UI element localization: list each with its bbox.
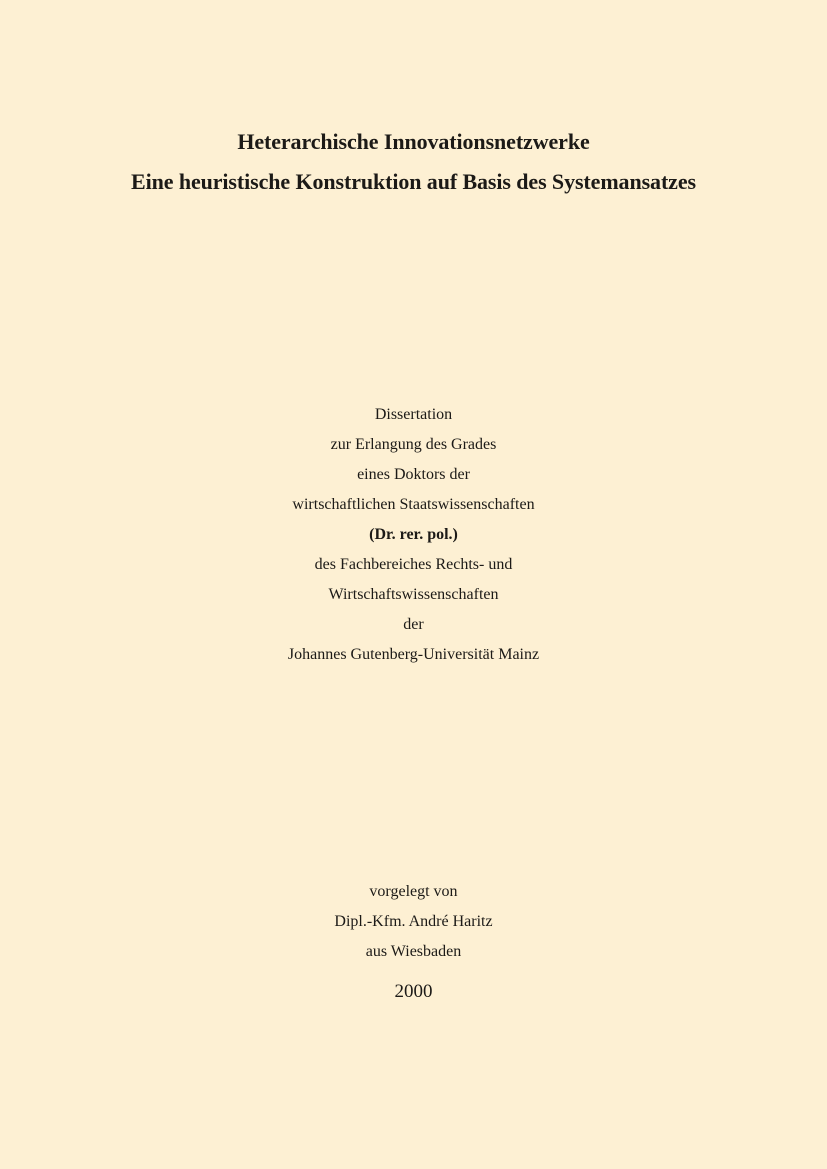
dissertation-line: Wirtschaftswissenschaften bbox=[328, 586, 499, 603]
author-name: Dipl.-Kfm. André Haritz bbox=[334, 913, 493, 930]
dissertation-statement bbox=[0, 400, 827, 670]
dissertation-line: eines Doktors der bbox=[357, 466, 470, 483]
university-name: Johannes Gutenberg-Universität Mainz bbox=[287, 646, 540, 663]
dissertation-line: wirtschaftlichen Staatswissenschaften bbox=[292, 496, 535, 513]
degree-abbreviation: (Dr. rer. pol.) bbox=[369, 526, 458, 543]
dissertation-label: Dissertation bbox=[374, 406, 453, 423]
title-block bbox=[0, 122, 827, 202]
main-title: Heterarchische Innovationsnetzwerke bbox=[237, 129, 590, 154]
publication-year: 2000 bbox=[394, 981, 433, 1002]
subtitle: Eine heuristische Konstruktion auf Basis des Systemansatzes bbox=[131, 169, 696, 194]
presented-by: vorgelegt von bbox=[369, 883, 458, 900]
dissertation-line: zur Erlangung des Grades bbox=[330, 436, 497, 453]
author-block bbox=[0, 877, 827, 967]
dissertation-line: der bbox=[403, 616, 424, 633]
author-origin: aus Wiesbaden bbox=[365, 943, 462, 960]
dissertation-line: des Fachbereiches Rechts- und bbox=[314, 556, 513, 573]
